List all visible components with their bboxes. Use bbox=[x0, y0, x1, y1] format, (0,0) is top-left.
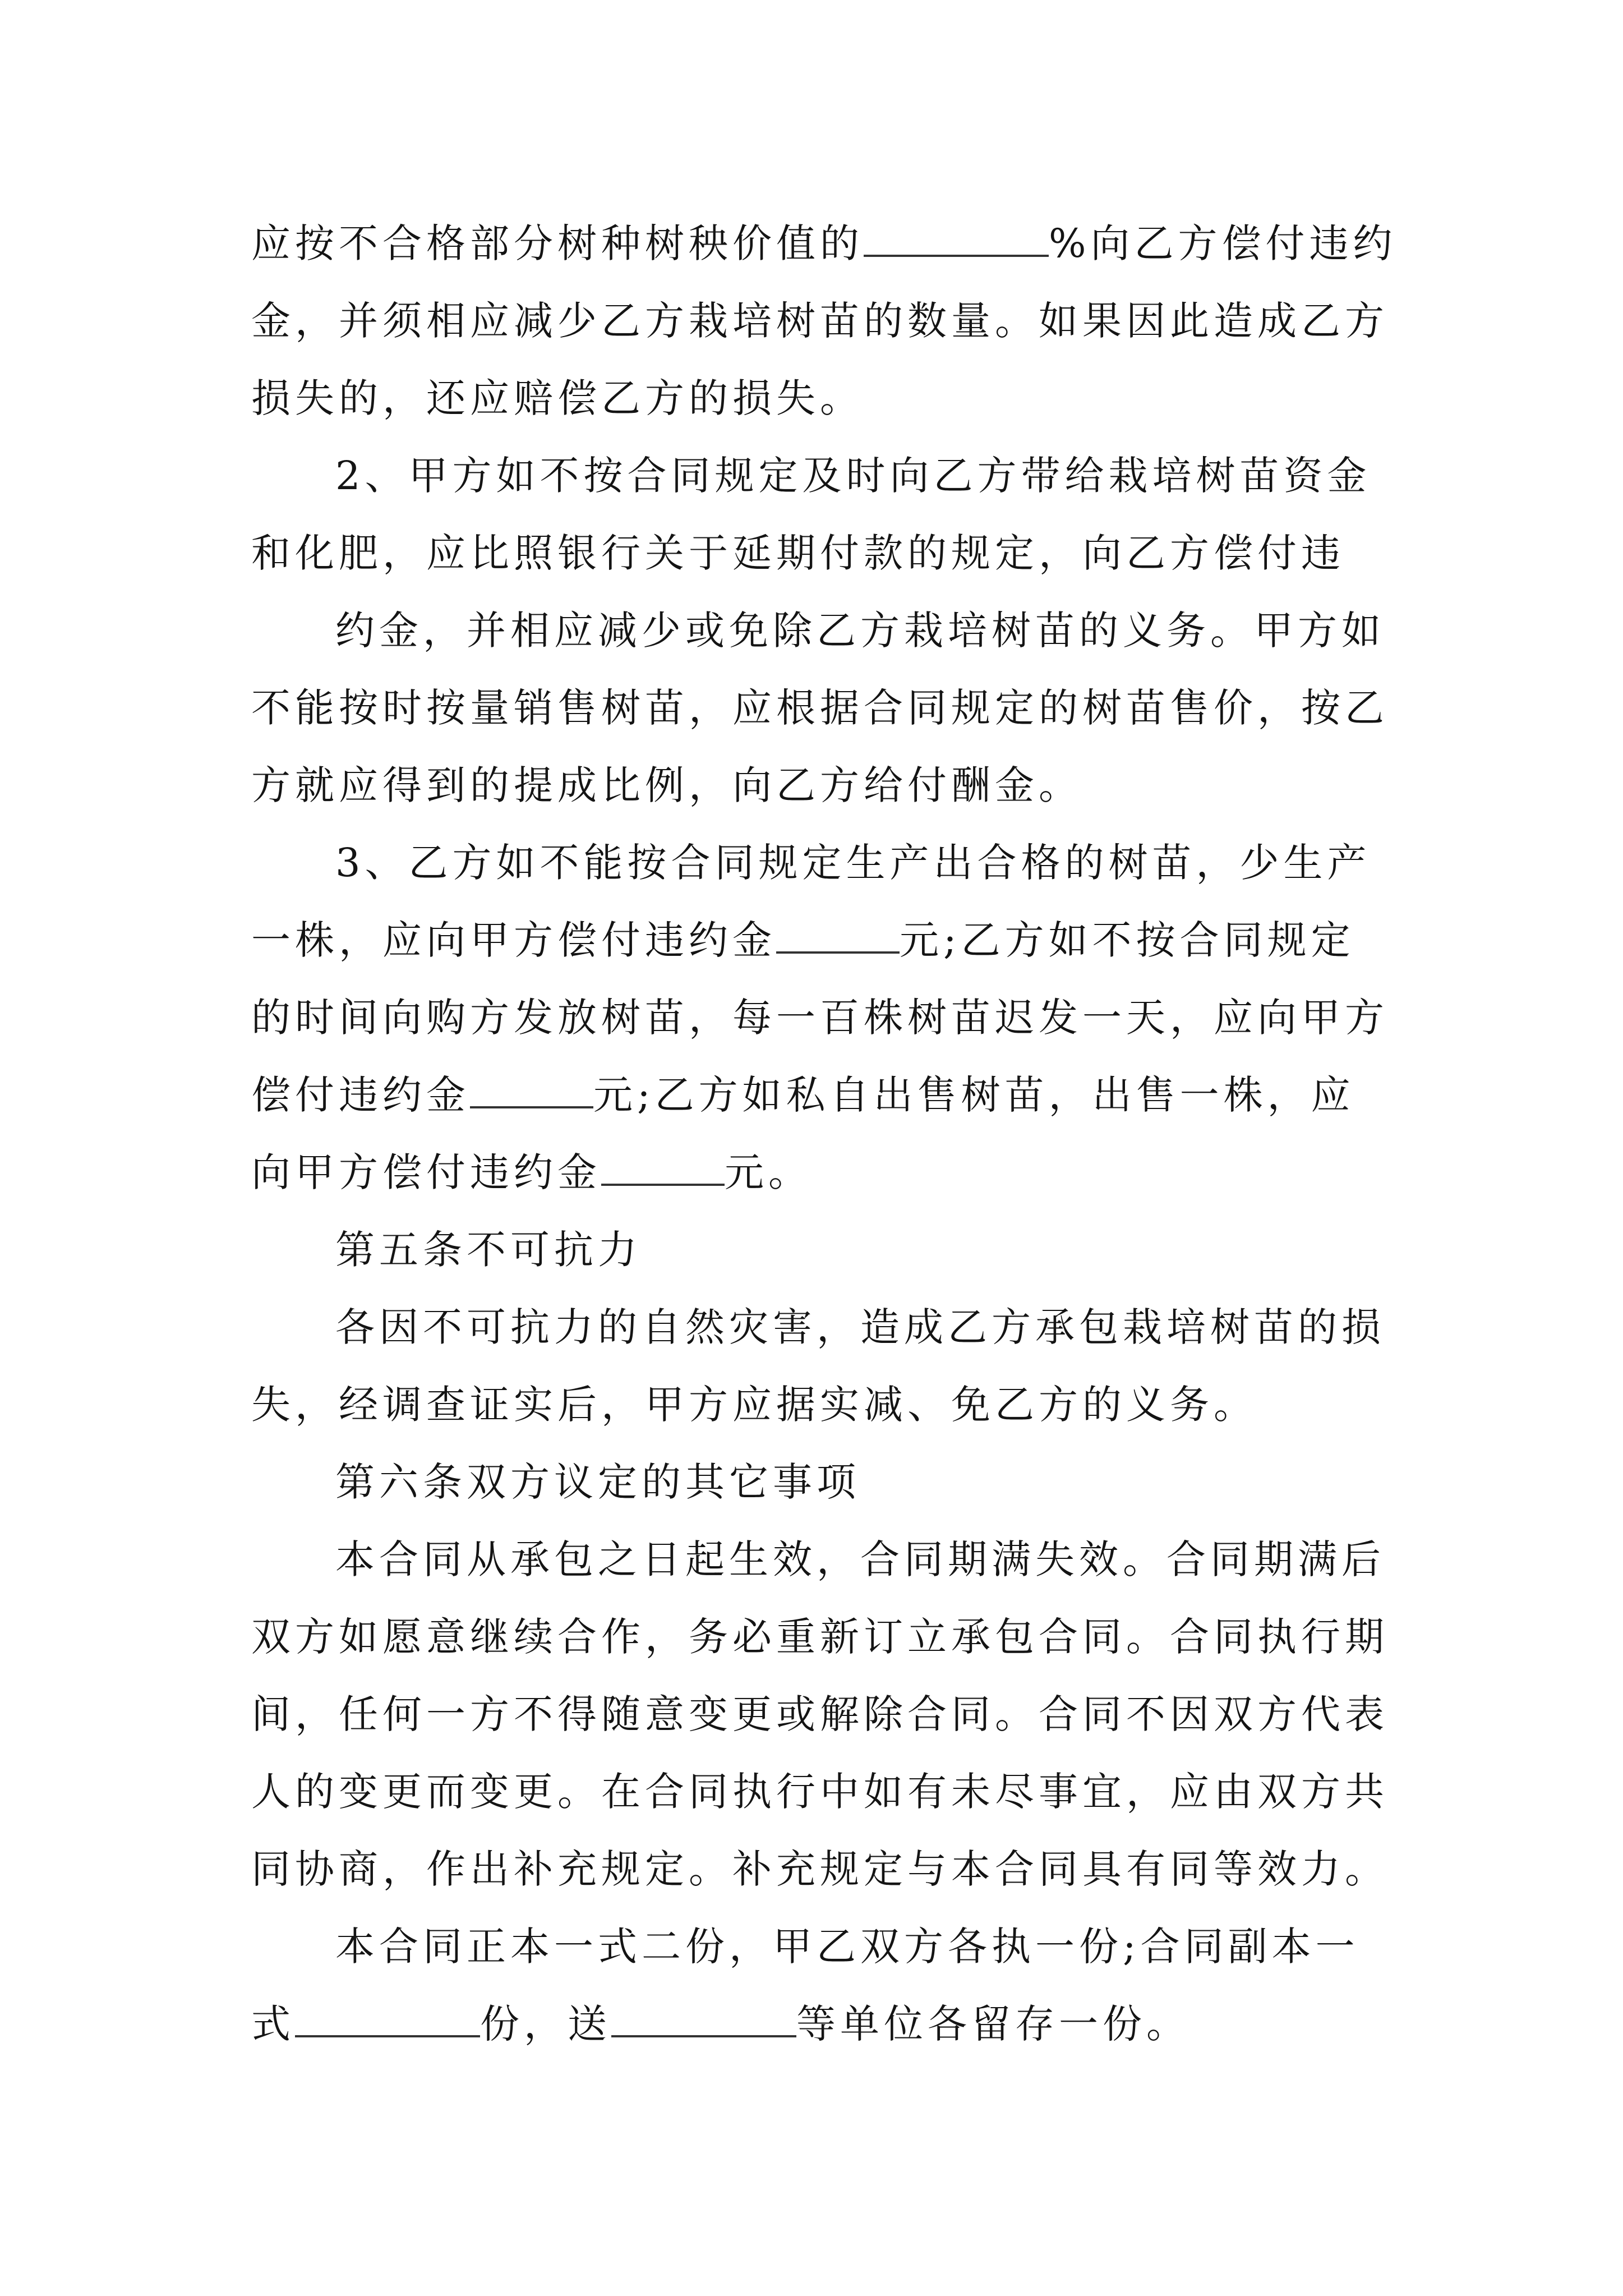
paragraph-line: 失，经调查证实后，甲方应据实减、免乙方的义务。 bbox=[251, 1382, 1257, 1428]
text-span: 元;乙方如不按合同规定 bbox=[900, 917, 1355, 963]
text-span: 偿付违约金 bbox=[251, 1072, 470, 1118]
fill-blank bbox=[611, 1998, 796, 2037]
paragraph-line: 方就应得到的提成比例，向乙方给付酬金。 bbox=[251, 762, 1082, 808]
paragraph-line: 的时间向购方发放树苗，每一百株树苗迟发一天，应向甲方 bbox=[251, 995, 1389, 1041]
paragraph-line: 约金，并相应减少或免除乙方栽培树苗的义务。甲方如 bbox=[335, 608, 1385, 654]
paragraph-line: 2、甲方如不按合同规定及时向乙方带给栽培树苗资金 bbox=[335, 453, 1371, 499]
fill-blank bbox=[864, 218, 1049, 257]
text-span: 一株，应向甲方偿付违约金 bbox=[251, 917, 776, 963]
text-span: 元;乙方如私自出售树苗，出售一株，应 bbox=[593, 1072, 1355, 1118]
text-span: 份，送 bbox=[480, 2001, 611, 2047]
fill-blank bbox=[295, 1998, 480, 2037]
paragraph-line bbox=[251, 1145, 812, 1199]
paragraph-line: 各因不可抗力的自然灾害，造成乙方承包栽培树苗的损 bbox=[335, 1304, 1385, 1350]
paragraph-line: 金，并须相应减少乙方栽培树苗的数量。如果因此造成乙方 bbox=[251, 298, 1389, 344]
paragraph-line: 和化肥，应比照银行关于延期付款的规定，向乙方偿付违 bbox=[251, 530, 1345, 576]
paragraph-line: 间，任何一方不得随意变更或解除合同。合同不因双方代表 bbox=[251, 1691, 1389, 1737]
text-span: 向甲方偿付违约金 bbox=[251, 1149, 601, 1195]
paragraph-line: 本合同从承包之日起生效，合同期满失效。合同期满后 bbox=[335, 1536, 1385, 1582]
section-heading: 第五条不可抗力 bbox=[335, 1227, 642, 1273]
fill-blank bbox=[470, 1069, 593, 1108]
text-span: %向乙方偿付违约 bbox=[1049, 220, 1397, 266]
text-span: 式 bbox=[251, 2001, 295, 2047]
paragraph-line bbox=[251, 217, 1397, 270]
text-span: 应按不合格部分树种树秧价值的 bbox=[251, 220, 864, 266]
text-span: 元。 bbox=[725, 1149, 812, 1195]
paragraph-line: 3、乙方如不能按合同规定生产出合格的树苗，少生产 bbox=[335, 840, 1371, 886]
paragraph-line: 双方如愿意继续合作，务必重新订立承包合同。合同执行期 bbox=[251, 1614, 1389, 1660]
paragraph-line: 人的变更而变更。在合同执行中如有未尽事宜，应由双方共 bbox=[251, 1769, 1389, 1815]
paragraph-line: 同协商，作出补充规定。补充规定与本合同具有同等效力。 bbox=[251, 1846, 1389, 1892]
section-heading: 第六条双方议定的其它事项 bbox=[335, 1459, 860, 1505]
paragraph-line: 损失的，还应赔偿乙方的损失。 bbox=[251, 375, 864, 421]
paragraph-line bbox=[251, 1997, 1190, 2051]
paragraph-line bbox=[251, 913, 1355, 967]
fill-blank bbox=[776, 914, 900, 954]
text-span: 等单位各留存一份。 bbox=[796, 2001, 1190, 2047]
paragraph-line: 本合同正本一式二份，甲乙双方各执一份;合同副本一 bbox=[335, 1924, 1359, 1970]
paragraph-line: 不能按时按量销售树苗，应根据合同规定的树苗售价，按乙 bbox=[251, 685, 1389, 731]
fill-blank bbox=[601, 1147, 725, 1186]
paragraph-line bbox=[251, 1068, 1355, 1122]
